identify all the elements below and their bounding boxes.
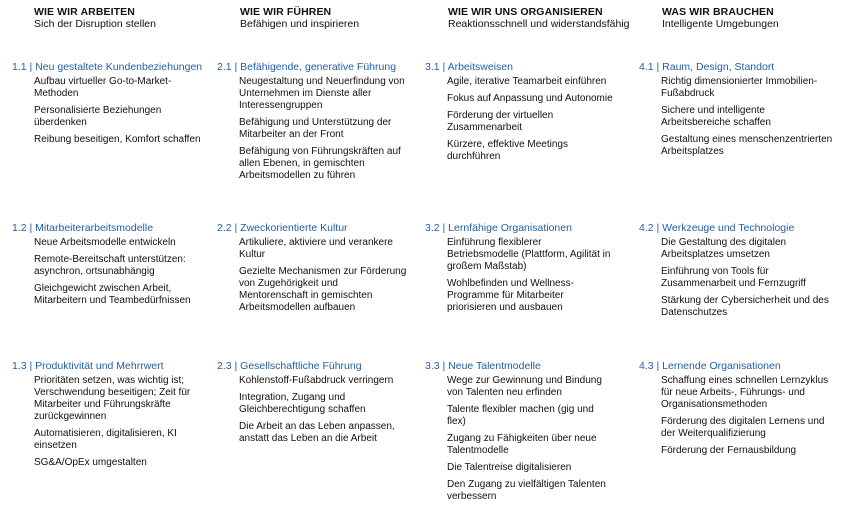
list-item: Talente flexibler machen (gig und flex) xyxy=(447,404,594,427)
column-header-3 xyxy=(448,6,630,31)
section-number: 1.2 | xyxy=(12,222,33,234)
section-number: 2.1 | xyxy=(217,61,238,73)
section-heading xyxy=(425,222,615,235)
list-item: Stärkung der Cybersicherheit und des Datenschutzes xyxy=(661,295,829,318)
list-item: Gestaltung eines menschenzentrierten Arbeitsplatzes xyxy=(661,134,833,157)
column-header-2 xyxy=(240,6,359,31)
section-heading xyxy=(639,360,834,373)
column-title: WAS WIR BRAUCHEN xyxy=(662,6,774,18)
list-item: Sichere und intelligente Arbeitsbereiche schaffen xyxy=(661,105,771,128)
section-4-1 xyxy=(639,61,834,163)
section-number: 3.2 | xyxy=(425,222,446,234)
list-item: Richtig dimensionierter Immobilien-Fußabdruck xyxy=(661,76,818,99)
section-1-3 xyxy=(12,360,212,474)
section-title: Lernfähige Organisationen xyxy=(448,222,572,234)
section-title: Raum, Design, Standort xyxy=(662,61,775,73)
section-title: Werkzeuge und Technologie xyxy=(662,222,795,234)
list-item: Artikuliere, aktiviere und verankere Kultur xyxy=(239,237,393,260)
section-heading xyxy=(639,222,834,235)
column-title: WIE WIR UNS ORGANISIEREN xyxy=(448,6,603,18)
section-items xyxy=(425,375,615,503)
list-item: Förderung der virtuellen Zusammenarbeit xyxy=(447,110,554,133)
section-3-3 xyxy=(425,360,615,508)
section-items xyxy=(217,237,407,314)
list-item: Einführung flexiblerer Betriebsmodelle (Plattform, Agilität in großem Maßstab) xyxy=(447,237,611,272)
section-number: 4.3 | xyxy=(639,360,660,372)
section-items xyxy=(12,375,212,469)
list-item: Gleichgewicht zwischen Arbeit, Mitarbeitern und Teambedürfnissen xyxy=(34,283,191,306)
section-items xyxy=(639,76,834,158)
section-number: 1.3 | xyxy=(12,360,33,372)
list-item: Kürzere, effektive Meetings durchführen xyxy=(447,139,568,162)
list-item: Die Arbeit an das Leben anpassen, anstatt das Leben an die Arbeit xyxy=(239,421,395,444)
list-item: Neugestaltung und Neuerfindung von Unternehmen im Dienste aller Interessengruppen xyxy=(239,76,405,111)
list-item: Wege zur Gewinnung und Bindung von Talenten neu erfinden xyxy=(447,375,602,398)
list-item: SG&A/OpEx umgestalten xyxy=(34,457,147,468)
section-title: Mitarbeiterarbeitsmodelle xyxy=(35,222,154,234)
list-item: Die Talentreise digitalisieren xyxy=(447,462,572,473)
section-2-3 xyxy=(217,360,407,450)
list-item: Die Gestaltung des digitalen Arbeitsplatzes umsetzen xyxy=(661,237,787,260)
section-items xyxy=(217,76,407,182)
column-subtitle: Reaktionsschnell und widerstandsfähig xyxy=(448,18,630,30)
section-items xyxy=(425,76,615,163)
column-header-4 xyxy=(662,6,779,31)
section-2-2 xyxy=(217,222,407,319)
column-title: WIE WIR ARBEITEN xyxy=(34,6,135,18)
section-title: Befähigende, generative Führung xyxy=(240,61,397,73)
list-item: Befähigung und Unterstützung der Mitarbeiter an der Front xyxy=(239,117,392,140)
section-heading xyxy=(12,222,212,235)
section-heading xyxy=(217,61,407,74)
section-heading xyxy=(425,360,615,373)
section-items xyxy=(639,375,834,457)
section-3-1 xyxy=(425,61,615,168)
section-heading xyxy=(425,61,615,74)
section-items xyxy=(425,237,615,314)
section-heading xyxy=(217,222,407,235)
list-item: Wohlbefinden und Wellness-Programme für Mitarbeiter priorisieren und ausbauen xyxy=(447,278,574,313)
section-1-2 xyxy=(12,222,212,312)
column-subtitle: Befähigen und inspirieren xyxy=(240,18,360,30)
list-item: Remote-Bereitschaft unterstützen: asynchron, ortsunabhängig xyxy=(34,254,186,277)
list-item: Integration, Zugang und Gleichberechtigung schaffen xyxy=(239,392,366,415)
section-number: 4.2 | xyxy=(639,222,660,234)
section-2-1 xyxy=(217,61,407,187)
section-heading xyxy=(217,360,407,373)
section-number: 2.2 | xyxy=(217,222,238,234)
section-title: Gesellschaftliche Führung xyxy=(240,360,362,372)
section-title: Produktivität und Mehrrwert xyxy=(35,360,164,372)
list-item: Personalisierte Beziehungen überdenken xyxy=(34,105,162,128)
section-1-1 xyxy=(12,61,212,151)
list-item: Agile, iterative Teamarbeit einführen xyxy=(447,76,607,87)
list-item: Aufbau virtueller Go-to-Market-Methoden xyxy=(34,76,172,99)
section-number: 1.1 | xyxy=(12,61,33,73)
list-item: Neue Arbeitsmodelle entwickeln xyxy=(34,237,176,248)
list-item: Förderung der Fernausbildung xyxy=(661,445,797,456)
section-number: 3.3 | xyxy=(425,360,446,372)
list-item: Förderung des digitalen Lernens und der Weiterqualifizierung xyxy=(661,416,825,439)
list-item: Reibung beseitigen, Komfort schaffen xyxy=(34,134,201,145)
section-number: 4.1 | xyxy=(639,61,660,73)
list-item: Einführung von Tools für Zusammenarbeit und Fernzugriff xyxy=(661,266,806,289)
section-title: Zweckorientierte Kultur xyxy=(240,222,348,234)
section-4-2 xyxy=(639,222,834,324)
column-subtitle: Intelligente Umgebungen xyxy=(662,18,779,30)
section-number: 2.3 | xyxy=(217,360,238,372)
section-number: 3.1 | xyxy=(425,61,446,73)
section-heading xyxy=(12,61,212,74)
section-items xyxy=(217,375,407,445)
section-title: Lernende Organisationen xyxy=(662,360,781,372)
section-items xyxy=(639,237,834,319)
section-title: Neu gestaltete Kundenbeziehungen xyxy=(35,61,203,73)
section-items xyxy=(12,237,212,307)
list-item: Fokus auf Anpassung und Autonomie xyxy=(447,93,613,104)
section-4-3 xyxy=(639,360,834,462)
section-title: Arbeitsweisen xyxy=(447,61,513,73)
column-header-1 xyxy=(34,6,156,31)
section-title: Neue Talentmodelle xyxy=(448,360,541,372)
section-items xyxy=(12,76,212,146)
list-item: Befähigung von Führungskräften auf allen Ebenen, in gemischten Arbeitsmodellen zu führen xyxy=(239,146,401,181)
list-item: Kohlenstoff-Fußabdruck verringern xyxy=(239,375,394,386)
list-item: Den Zugang zu vielfältigen Talenten verbessern xyxy=(447,479,606,502)
column-subtitle: Sich der Disruption stellen xyxy=(34,18,156,30)
list-item: Zugang zu Fähigkeiten über neue Talentmodelle xyxy=(447,433,597,456)
list-item: Gezielte Mechanismen zur Förderung von Zugehörigkeit und Mentorenschaft in gemischten Arbeitsmodellen aufbauen xyxy=(239,266,407,313)
section-heading xyxy=(639,61,834,74)
list-item: Schaffung eines schnellen Lernzyklus für neue Arbeits-, Führungs- und Organisationsmethoden xyxy=(661,375,829,410)
list-item: Automatisieren, digitalisieren, KI einsetzen xyxy=(34,428,177,451)
section-heading xyxy=(12,360,212,373)
section-3-2 xyxy=(425,222,615,319)
column-title: WIE WIR FÜHREN xyxy=(240,6,332,18)
list-item: Prioritäten setzen, was wichtig ist; Verschwendung beseitigen; Zeit für Mitarbeiter und Führungskräfte zurückgewinnen xyxy=(34,375,191,422)
